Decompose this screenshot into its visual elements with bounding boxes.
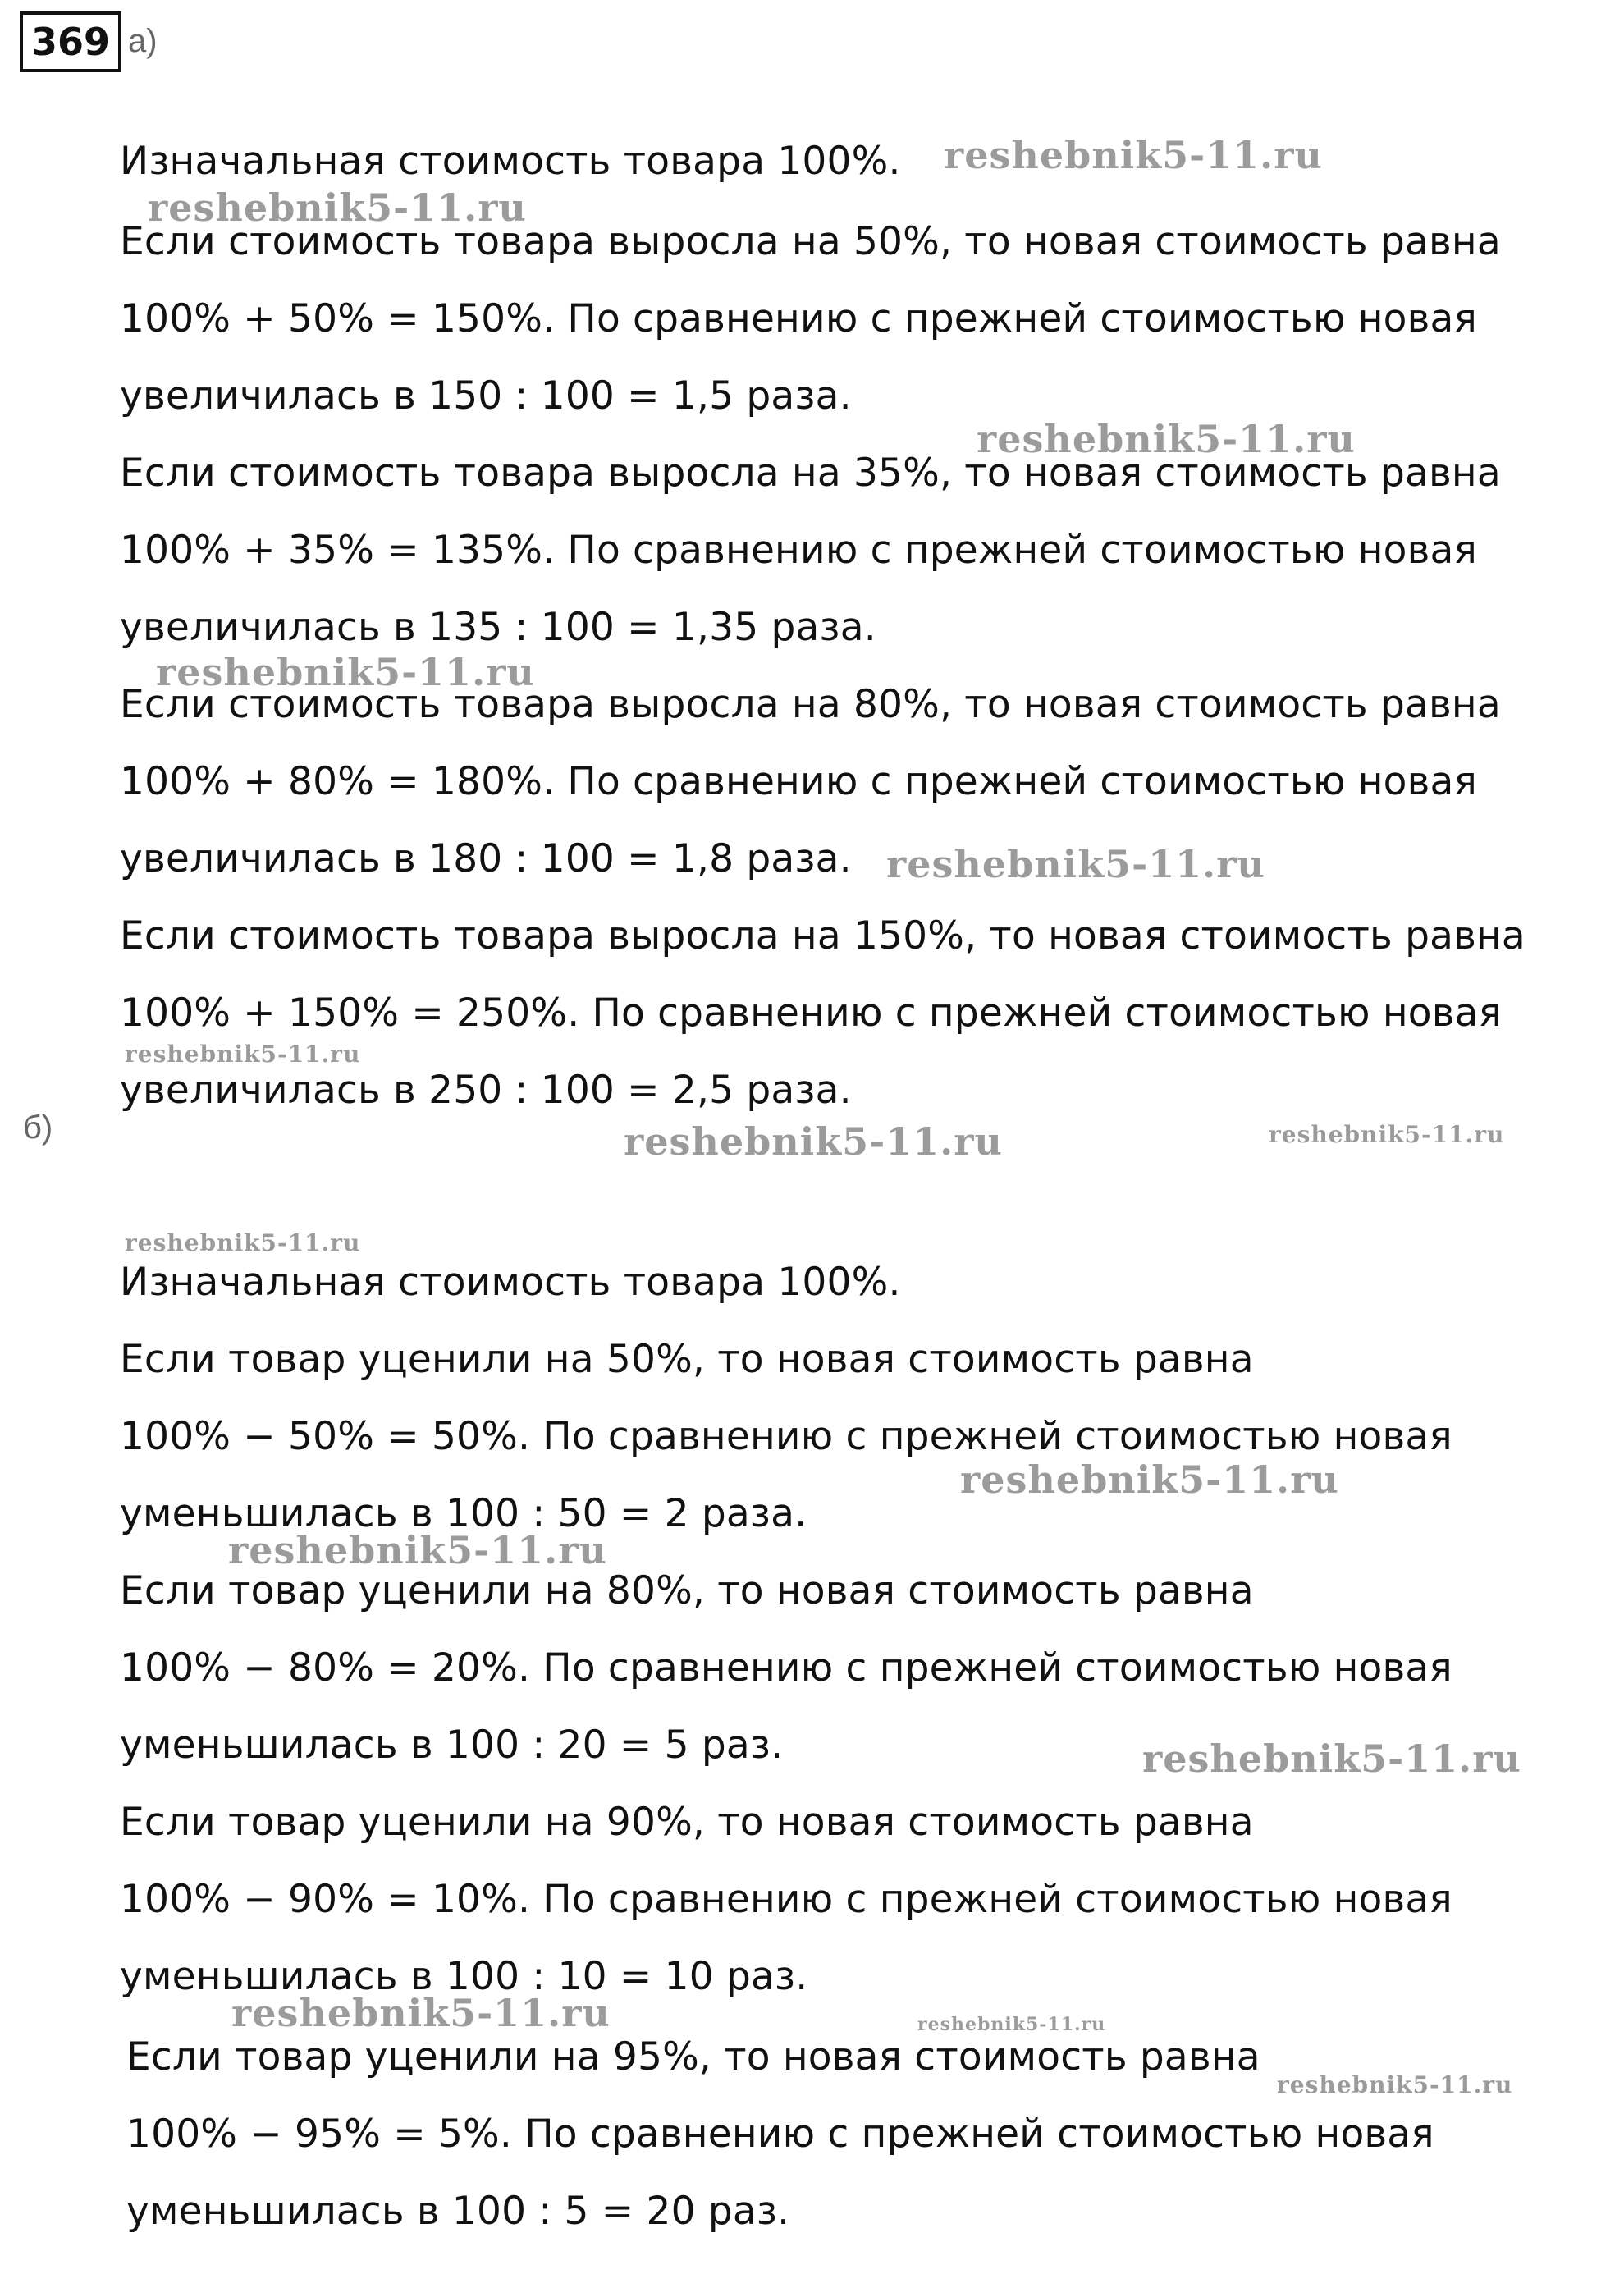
watermark: reshebnik5-11.ru [960, 1457, 1339, 1502]
part-a-line-12: 100% + 150% = 250%. По сравнению с прежней стоимостью новая [120, 991, 1503, 1036]
part-a-line-3: 100% + 50% = 150%. По сравнению с прежней стоимостью новая [120, 296, 1477, 341]
part-b-line-12: 100% − 95% = 5%. По сравнению с прежней стоимостью новая [126, 2112, 1434, 2157]
watermark: reshebnik5-11.ru [231, 1991, 611, 2035]
part-a-line-7: увеличилась в 135 : 100 = 1,35 раза. [120, 605, 876, 650]
part-a-line-13: увеличилась в 250 : 100 = 2,5 раза. [120, 1068, 852, 1113]
part-a-line-1: Изначальная стоимость товара 100%. [120, 139, 901, 184]
part-a-line-8: Если стоимость товара выросла на 80%, то новая стоимость равна [120, 682, 1501, 727]
part-b-line-11: Если товар уценили на 95%, то новая стоимость равна [126, 2034, 1260, 2080]
part-b-line-3: 100% − 50% = 50%. По сравнению с прежней стоимостью новая [120, 1414, 1452, 1459]
part-b-line-8: Если товар уценили на 90%, то новая стоимость равна [120, 1800, 1254, 1845]
part-b-line-9: 100% − 90% = 10%. По сравнению с прежней стоимостью новая [120, 1877, 1452, 1922]
watermark: reshebnik5-11.ru [1277, 2071, 1513, 2098]
part-a-line-11: Если стоимость товара выросла на 150%, то новая стоимость равна [120, 913, 1526, 959]
watermark: reshebnik5-11.ru [125, 1229, 361, 1256]
part-a-line-6: 100% + 35% = 135%. По сравнению с прежней стоимостью новая [120, 528, 1477, 573]
watermark: reshebnik5-11.ru [917, 2014, 1106, 2035]
watermark: reshebnik5-11.ru [1142, 1736, 1521, 1781]
part-b-line-4: уменьшилась в 100 : 50 = 2 раза. [120, 1491, 807, 1536]
watermark: reshebnik5-11.ru [886, 842, 1265, 886]
watermark: reshebnik5-11.ru [228, 1528, 607, 1572]
part-a-line-4: увеличилась в 150 : 100 = 1,5 раза. [120, 373, 852, 419]
part-a-line-5: Если стоимость товара выросла на 35%, то новая стоимость равна [120, 451, 1501, 496]
part-a-line-10: увеличилась в 180 : 100 = 1,8 раза. [120, 836, 852, 881]
part-b-line-2: Если товар уценили на 50%, то новая стоимость равна [120, 1337, 1254, 1382]
part-a-line-2: Если стоимость товара выросла на 50%, то новая стоимость равна [120, 219, 1501, 264]
watermark: reshebnik5-11.ru [125, 1041, 361, 1068]
watermark: reshebnik5-11.ru [624, 1119, 1003, 1164]
part-b-line-10: уменьшилась в 100 : 10 = 10 раз. [120, 1954, 808, 1999]
part-b-line-6: 100% − 80% = 20%. По сравнению с прежней стоимостью новая [120, 1645, 1452, 1691]
part-b-line-1: Изначальная стоимость товара 100%. [120, 1260, 901, 1305]
part-a-label: а) [128, 23, 158, 59]
watermark: reshebnik5-11.ru [1269, 1121, 1505, 1148]
part-b-line-13: уменьшилась в 100 : 5 = 20 раз. [126, 2189, 790, 2234]
problem-number: 369 [20, 11, 121, 72]
watermark: reshebnik5-11.ru [156, 650, 535, 694]
part-b-line-5: Если товар уценили на 80%, то новая стоимость равна [120, 1568, 1254, 1613]
part-a-line-9: 100% + 80% = 180%. По сравнению с прежней стоимостью новая [120, 759, 1477, 804]
watermark: reshebnik5-11.ru [977, 417, 1356, 461]
watermark: reshebnik5-11.ru [944, 133, 1323, 177]
part-b-line-7: уменьшилась в 100 : 20 = 5 раз. [120, 1723, 784, 1768]
part-b-label: б) [23, 1110, 53, 1146]
watermark: reshebnik5-11.ru [148, 185, 527, 230]
